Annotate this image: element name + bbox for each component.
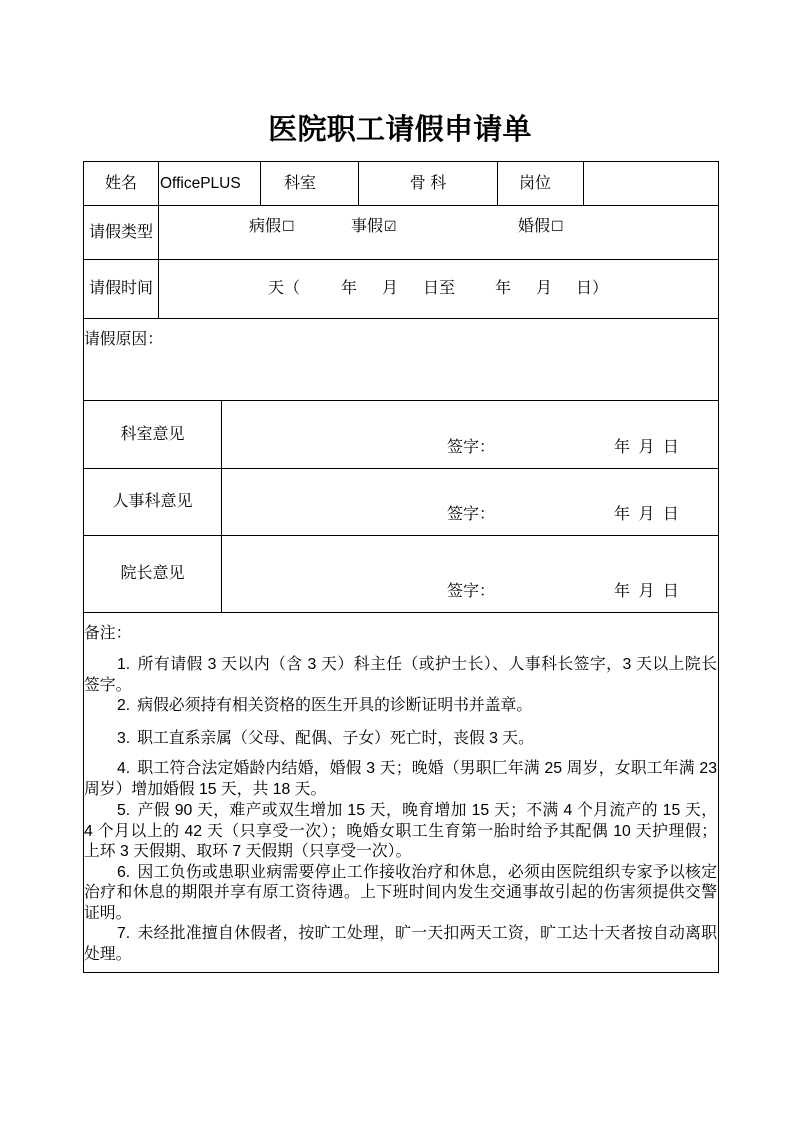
note-text: 所有请假 3 天以内（含 3 天）科主任（或护士长）、人事科长签字，3 天以上院长 bbox=[137, 656, 717, 673]
leave-option-sick bbox=[249, 217, 295, 237]
leave-reason-label: 请假原因： bbox=[84, 331, 163, 348]
note-text: 产假 90 天，难产或双生增加 15 天，晚育增加 15 天；不满 4 个月流产的 15 天， bbox=[137, 802, 717, 819]
end-year-label: 年 bbox=[495, 280, 512, 297]
signature-label: 签字： bbox=[447, 506, 496, 523]
note-line bbox=[84, 801, 717, 822]
note-number: 6. bbox=[117, 863, 131, 881]
note-item-4 bbox=[84, 759, 717, 800]
signature-label: 签字： bbox=[447, 583, 496, 600]
note-line: 上环 3 天假期、取环 7 天假期（只享受一次）。 bbox=[84, 843, 412, 860]
approval-label: 科室意见 bbox=[120, 425, 185, 443]
name-value-cell bbox=[159, 162, 261, 205]
basic-info-row bbox=[84, 162, 718, 206]
note-line: 4 个月以上的 42 天（只享受一次）；晚婚女职工生育第一胎时给予其配偶 10 天护理假； bbox=[84, 822, 717, 840]
checkbox-checked-icon: ☑ bbox=[384, 219, 397, 235]
post-value-cell bbox=[584, 162, 718, 205]
approval-content-cell bbox=[222, 469, 718, 535]
start-year-label: 年 bbox=[341, 280, 358, 297]
note-text: 病假必须持有相关资格的医生开具的诊断证明书并盖章。 bbox=[137, 697, 533, 714]
approval-row-department bbox=[84, 401, 718, 469]
approval-label: 院长意见 bbox=[120, 565, 185, 582]
dept-value-cell bbox=[359, 162, 498, 205]
signature-label: 签字： bbox=[447, 439, 496, 456]
approval-label: 人事科意见 bbox=[112, 493, 193, 510]
post-label: 岗位 bbox=[519, 174, 552, 192]
note-line bbox=[84, 696, 717, 717]
post-label-cell bbox=[498, 162, 584, 205]
notes-section bbox=[84, 613, 718, 973]
name-label-cell bbox=[84, 162, 159, 205]
leave-time-label-cell bbox=[84, 260, 159, 318]
name-label: 姓名 bbox=[104, 174, 137, 192]
end-day-close-paren: 日） bbox=[576, 280, 609, 297]
start-day-to-label: 日至 bbox=[423, 280, 456, 297]
leave-type-label: 请假类型 bbox=[88, 223, 153, 241]
dept-label-cell bbox=[261, 162, 359, 205]
note-item-6 bbox=[84, 863, 717, 925]
checkbox-unchecked-icon: ☐ bbox=[551, 219, 564, 235]
approval-row-hr bbox=[84, 469, 718, 536]
note-item-3 bbox=[84, 729, 717, 750]
note-number: 7. bbox=[117, 925, 131, 942]
end-month-label: 月 bbox=[536, 280, 553, 297]
dept-value: 骨 科 bbox=[409, 174, 447, 192]
note-item-5 bbox=[84, 801, 717, 863]
note-line: 签字。 bbox=[84, 676, 132, 694]
leave-time-label: 请假时间 bbox=[88, 280, 153, 297]
note-line: 证明。 bbox=[84, 904, 132, 922]
note-text: 职工直系亲属（父母、配偶、子女）死亡时，丧假 3 天。 bbox=[137, 729, 534, 747]
leave-type-row bbox=[84, 206, 718, 260]
note-text: 未经批准擅自休假者，按旷工处理，旷一天扣两天工资，旷工达十天者按自动离职 bbox=[137, 925, 717, 942]
note-text: 职工符合法定婚龄内结婚，婚假 3 天；晚婚（男职匚年满 25 周岁，女职工年满 23 bbox=[137, 760, 717, 777]
note-line bbox=[84, 924, 717, 945]
leave-option-personal bbox=[351, 217, 397, 237]
date-label: 年 月 日 bbox=[614, 439, 679, 456]
leave-application-form bbox=[83, 161, 719, 973]
leave-type-options-cell bbox=[159, 206, 718, 259]
start-month-label: 月 bbox=[382, 280, 399, 297]
form-title: 医院职工请假申请单 bbox=[268, 114, 532, 146]
leave-reason-row bbox=[84, 319, 718, 401]
note-number: 3. bbox=[117, 729, 131, 747]
note-line bbox=[84, 759, 717, 780]
approval-label-cell bbox=[84, 469, 222, 535]
days-open-paren: 天（ bbox=[268, 280, 301, 297]
approval-row-director bbox=[84, 536, 718, 613]
dept-label: 科室 bbox=[284, 174, 317, 192]
note-line bbox=[84, 729, 717, 750]
note-line: 处理。 bbox=[84, 945, 132, 963]
note-line bbox=[84, 863, 717, 884]
note-number: 1. bbox=[117, 656, 131, 673]
note-line: 周岁）增加婚假 15 天，共 18 天。 bbox=[84, 780, 327, 798]
note-number: 4. bbox=[117, 760, 131, 777]
note-item-1 bbox=[84, 655, 717, 696]
leave-option-label: 病假 bbox=[249, 218, 282, 235]
name-value: OfficePLUS bbox=[160, 174, 241, 192]
approval-content-cell bbox=[222, 536, 718, 612]
leave-time-value-cell bbox=[159, 260, 718, 318]
checkbox-unchecked-icon: ☐ bbox=[282, 219, 295, 235]
note-item-2 bbox=[84, 696, 717, 717]
note-text: 因工负伤或患职业病需要停止工作接收治疗和休息，必须由医院组织专家予以核定 bbox=[137, 863, 717, 881]
leave-option-label: 事假 bbox=[351, 218, 384, 235]
note-number: 5. bbox=[117, 802, 131, 819]
approval-label-cell bbox=[84, 536, 222, 612]
date-label: 年 月 日 bbox=[614, 583, 679, 600]
note-number: 2. bbox=[117, 697, 131, 714]
date-label: 年 月 日 bbox=[614, 506, 679, 523]
note-line bbox=[84, 655, 717, 676]
note-item-7 bbox=[84, 924, 717, 965]
leave-option-marriage bbox=[518, 217, 564, 237]
note-line: 治疗和休息的期限并享有原工资待遇。上下班时间内发生交通事故引起的伤害须提供交警 bbox=[84, 884, 717, 901]
leave-time-row bbox=[84, 260, 718, 319]
leave-option-label: 婚假 bbox=[518, 218, 551, 235]
approval-content-cell bbox=[222, 401, 718, 468]
notes-label: 备注： bbox=[84, 625, 132, 642]
leave-type-label-cell bbox=[84, 206, 159, 259]
approval-label-cell bbox=[84, 401, 222, 468]
